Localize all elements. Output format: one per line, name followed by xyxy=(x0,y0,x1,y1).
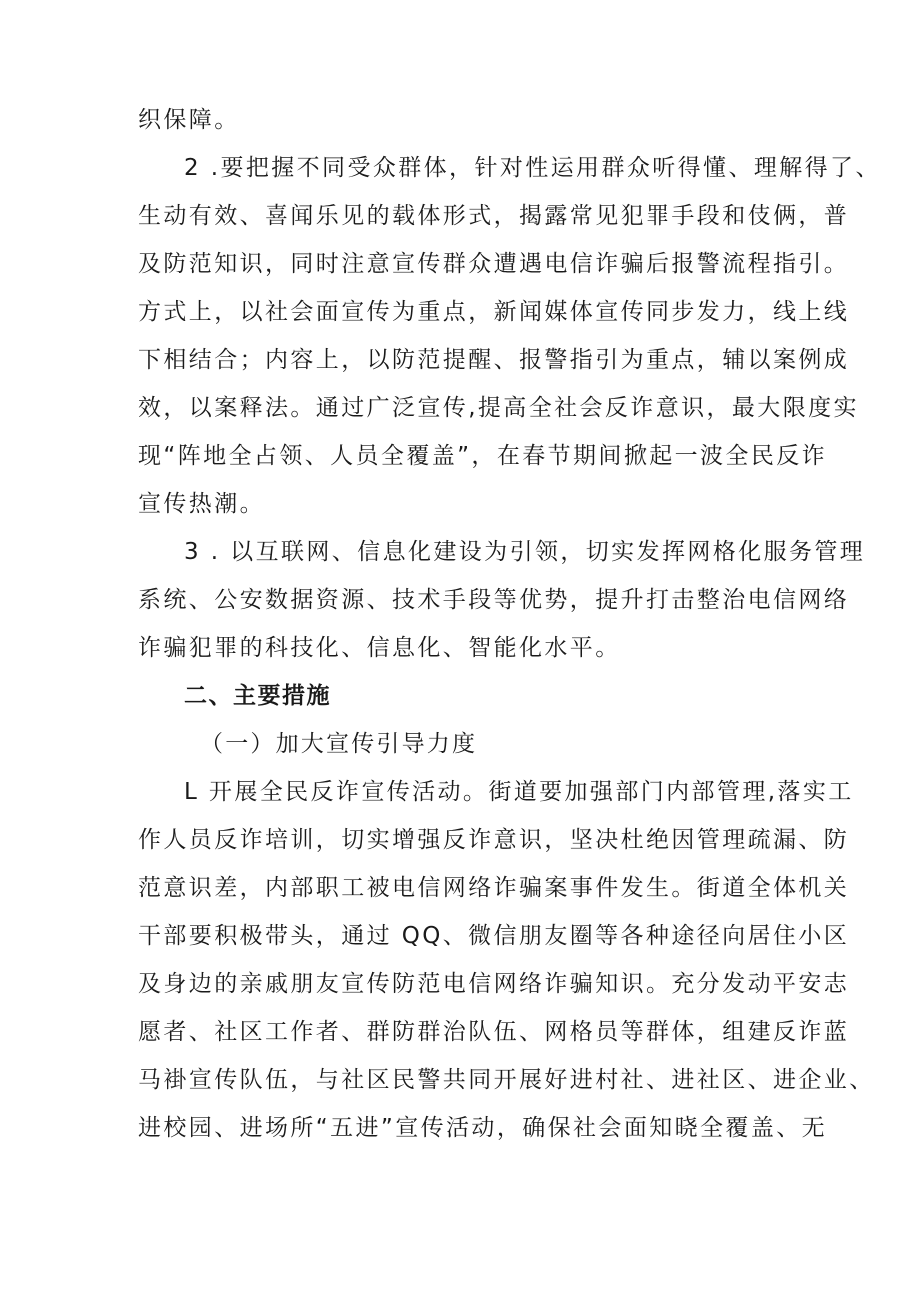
text-line: 织保障。 xyxy=(138,107,240,133)
text-line: 宣传热潮。 xyxy=(138,491,265,517)
text-line: 诈骗犯罪的科技化、信息化、智能化水平。 xyxy=(138,635,621,661)
subsection-heading: （一）加大宣传引导力度 xyxy=(200,731,478,757)
text-line: 方式上，以社会面宣传为重点，新闻媒体宣传同步发力，线上线 xyxy=(138,299,850,325)
text-line: 作人员反诈培训，切实增强反诈意识，坚决杜绝因管理疏漏、防 xyxy=(138,827,850,853)
paragraph-l-start: L 开展全民反诈宣传活动。街道要加强部门内部管理,落实工 xyxy=(184,779,854,805)
text-line: 干部要积极带头，通过 QQ、微信朋友圈等各种途径向居住小区 xyxy=(138,923,850,949)
paragraph-2-start: 2 .要把握不同受众群体，针对性运用群众听得懂、理解得了、 xyxy=(184,155,881,181)
text-line: 及防范知识，同时注意宣传群众遭遇电信诈骗后报警流程指引。 xyxy=(138,251,850,277)
text-line: 范意识差，内部职工被电信网络诈骗案事件发生。街道全体机关 xyxy=(138,875,850,901)
text-line: 效，以案释法。通过广泛宣传,提高全社会反诈意识，最大限度实 xyxy=(138,395,859,421)
text-line: 生动有效、喜闻乐见的载体形式，揭露常见犯罪手段和伎俩，普 xyxy=(138,203,850,229)
text-line: 进校园、进场所“五进”宣传活动，确保社会面知晓全覆盖、无 xyxy=(138,1115,828,1141)
section-heading: 二、主要措施 xyxy=(184,683,331,709)
text-line: 系统、公安数据资源、技术手段等优势，提升打击整治电信网络 xyxy=(138,587,850,613)
text-line: 现“阵地全占领、人员全覆盖”，在春节期间掀起一波全民反诈 xyxy=(138,443,828,469)
text-line: 马褂宣传队伍，与社区民警共同开展好进村社、进社区、进企业、 xyxy=(138,1067,875,1093)
text-line: 下相结合；内容上，以防范提醒、报警指引为重点，辅以案例成 xyxy=(138,347,850,373)
text-line: 及身边的亲戚朋友宣传防范电信网络诈骗知识。充分发动平安志 xyxy=(138,971,850,997)
text-line: 愿者、社区工作者、群防群治队伍、网格员等群体，组建反诈蓝 xyxy=(138,1019,850,1045)
paragraph-3-start: 3 . 以互联网、信息化建设为引领，切实发挥网格化服务管理 xyxy=(184,539,866,565)
